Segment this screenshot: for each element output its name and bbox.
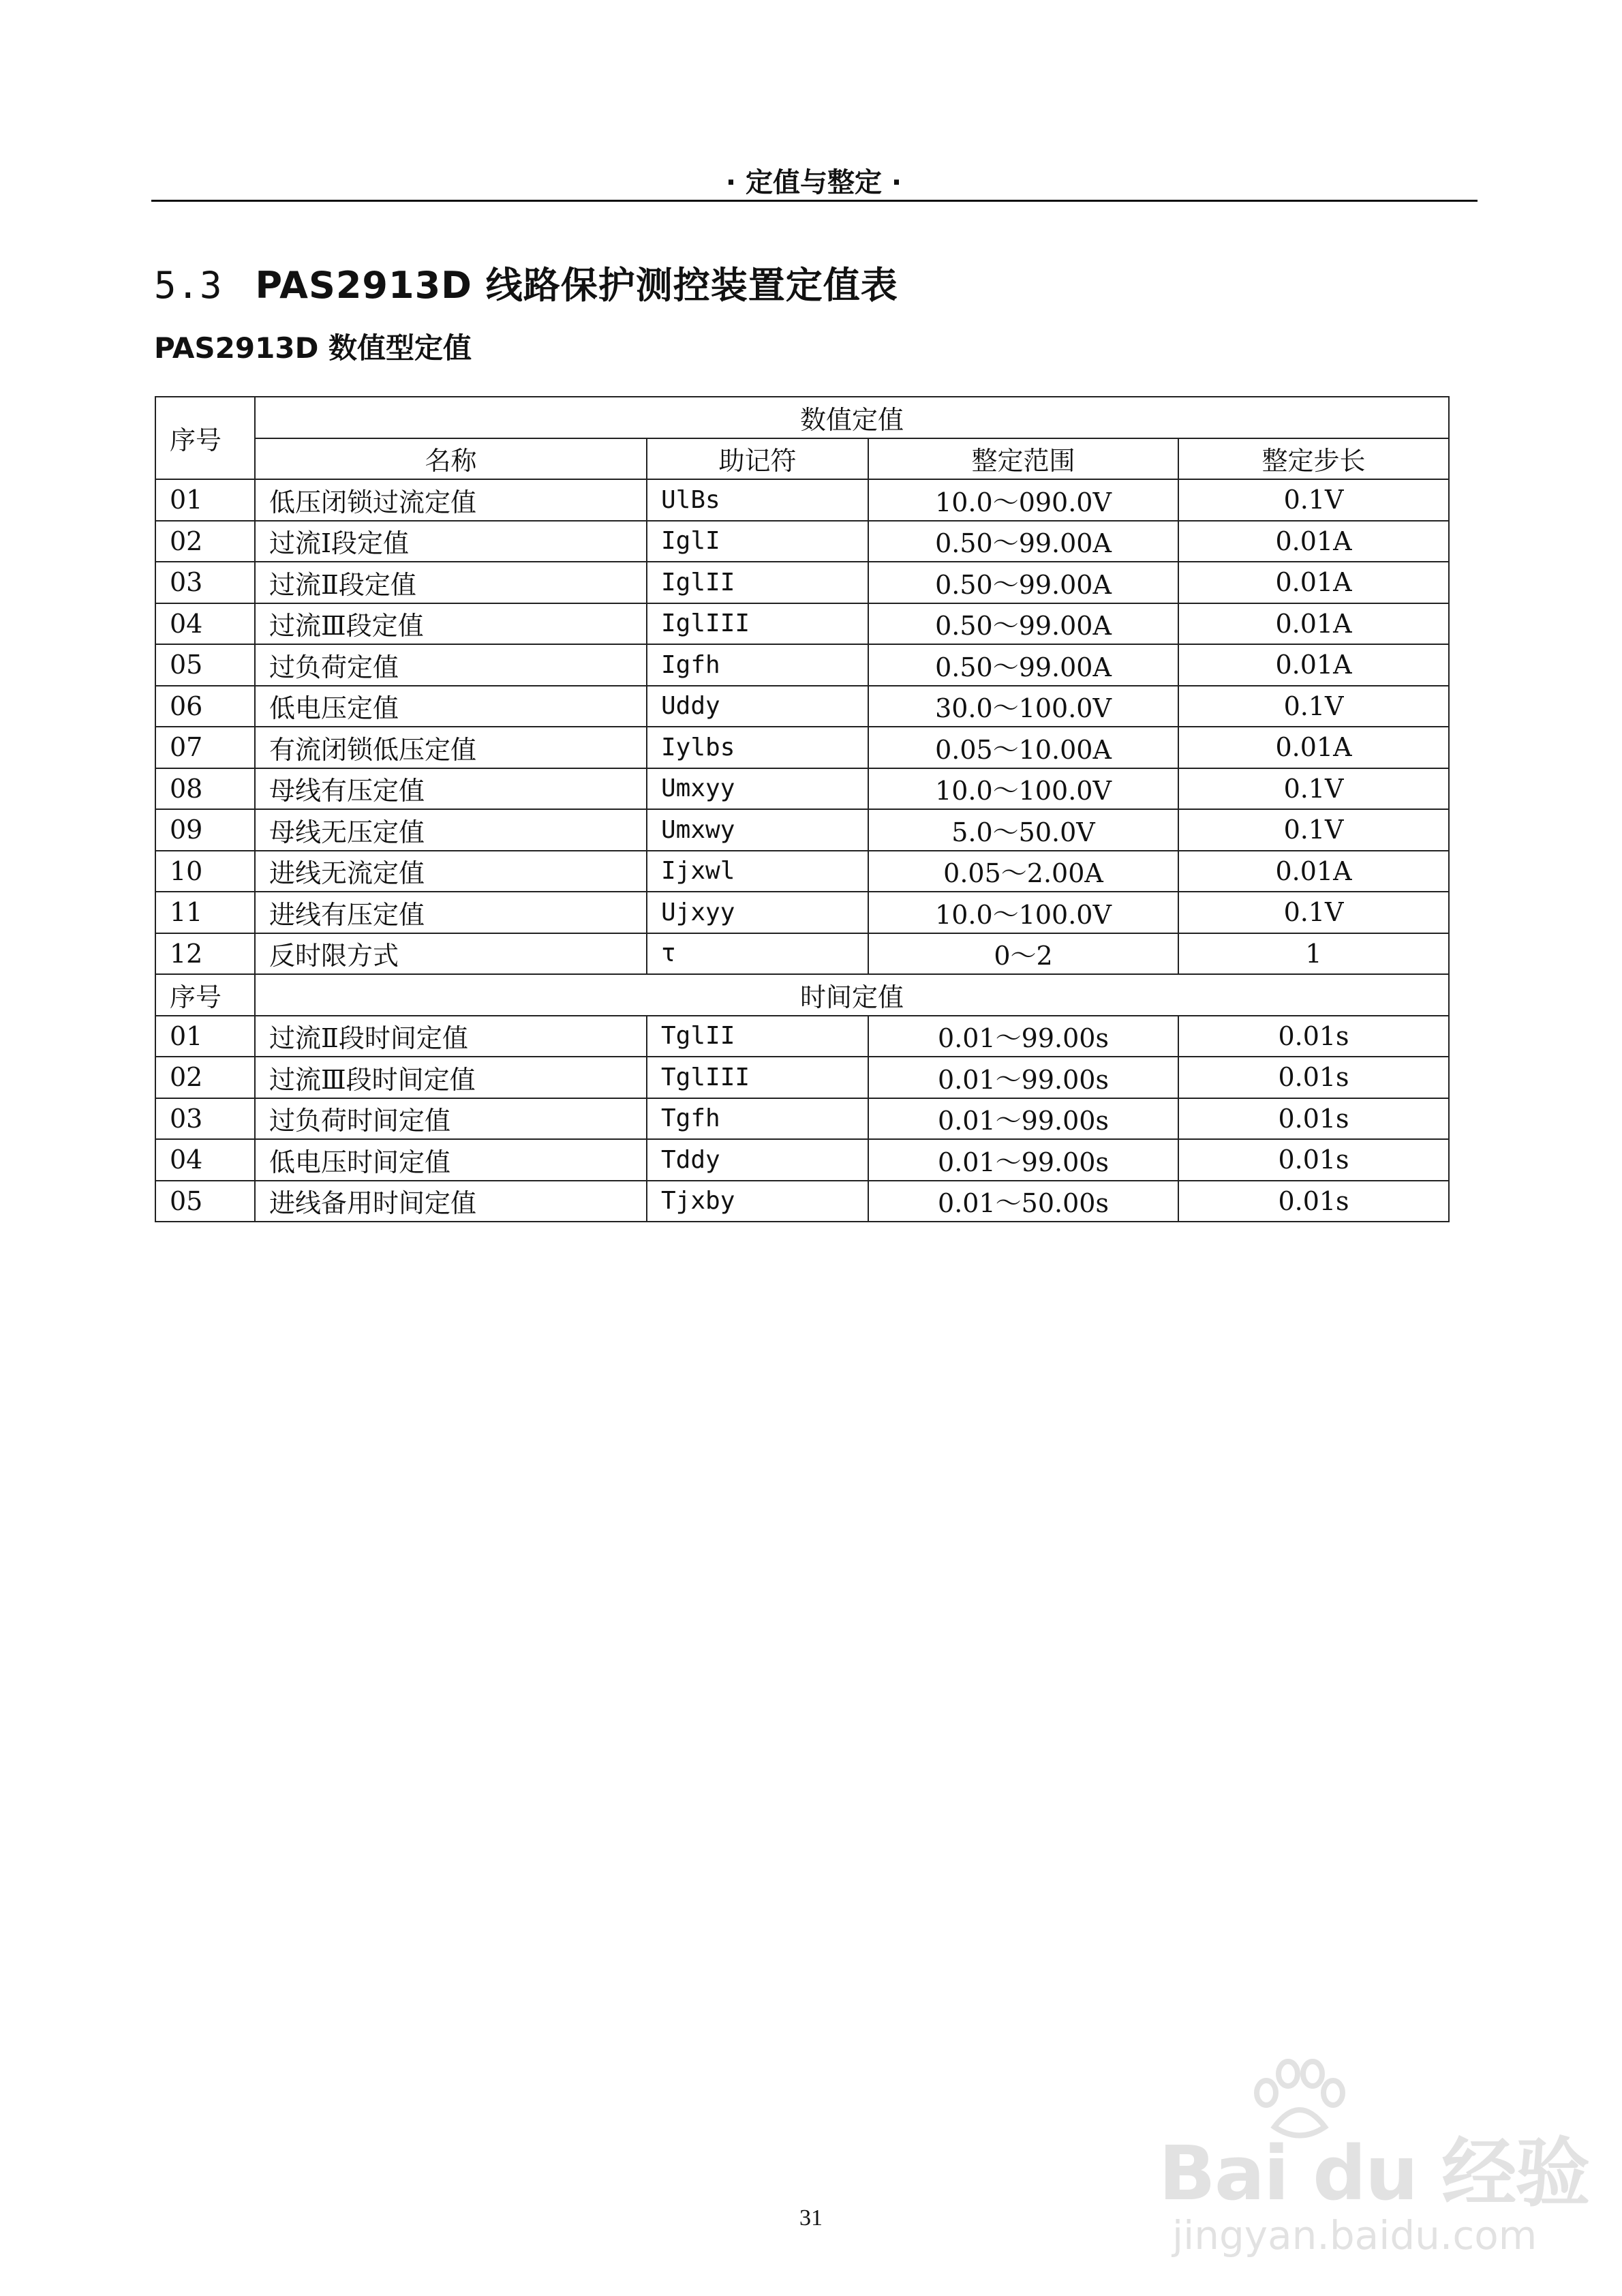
range-cell: 0.01～99.00s xyxy=(868,1016,1178,1057)
table-row xyxy=(155,1016,1449,1057)
step-cell: 0.1V xyxy=(1178,479,1449,521)
table-row xyxy=(155,768,1449,810)
name-cell: 反时限方式 xyxy=(255,933,647,975)
settings-table xyxy=(155,396,1450,1222)
range-cell: 0.50～99.00A xyxy=(868,521,1178,562)
seq-cell: 08 xyxy=(155,768,255,810)
range-cell: 0.50～99.00A xyxy=(868,562,1178,603)
watermark-brand: Bai du 经验 xyxy=(1159,2130,1589,2217)
step-cell: 0.1V xyxy=(1178,892,1449,933)
mnemonic-cell: Uddy xyxy=(647,686,868,727)
name-cell: 过负荷定值 xyxy=(255,644,647,686)
range-cell: 10.0～100.0V xyxy=(868,768,1178,810)
seq-cell: 07 xyxy=(155,727,255,768)
table-row xyxy=(155,809,1449,851)
table-row xyxy=(155,686,1449,727)
numeric-group-header: 数值定值 xyxy=(255,397,1449,438)
step-cell: 0.01A xyxy=(1178,603,1449,645)
table-row xyxy=(155,644,1449,686)
range-cell: 0.05～2.00A xyxy=(868,851,1178,892)
range-cell: 10.0～100.0V xyxy=(868,892,1178,933)
mnemonic-cell: IglII xyxy=(647,562,868,603)
table-row xyxy=(155,562,1449,603)
mnemonic-cell: Tddy xyxy=(647,1139,868,1181)
seq-header: 序号 xyxy=(155,397,255,479)
table-row xyxy=(155,1057,1449,1098)
seq-header: 序号 xyxy=(155,974,255,1016)
table-row xyxy=(155,521,1449,562)
seq-cell: 12 xyxy=(155,933,255,975)
mnemonic-cell: Iylbs xyxy=(647,727,868,768)
baidu-jingyan-watermark xyxy=(1159,2059,1589,2263)
name-cell: 过流Ⅲ段定值 xyxy=(255,603,647,645)
watermark-url: jingyan.baidu.com xyxy=(1172,2212,1537,2259)
range-cell: 0.01～99.00s xyxy=(868,1057,1178,1098)
mnemonic-cell: Ijxwl xyxy=(647,851,868,892)
table-row xyxy=(155,1181,1449,1222)
step-cell: 0.01s xyxy=(1178,1139,1449,1181)
seq-cell: 06 xyxy=(155,686,255,727)
seq-cell: 04 xyxy=(155,603,255,645)
range-cell: 30.0～100.0V xyxy=(868,686,1178,727)
mnemonic-cell: τ xyxy=(647,933,868,975)
table-row xyxy=(155,851,1449,892)
running-header: · 定值与整定 · xyxy=(725,167,902,198)
range-cell: 10.0～090.0V xyxy=(868,479,1178,521)
section-title: PAS2913D 线路保护测控装置定值表 xyxy=(255,264,898,307)
table-row xyxy=(155,727,1449,768)
time-group-header-row xyxy=(155,974,1449,1016)
name-cell: 低电压定值 xyxy=(255,686,647,727)
mnemonic-cell: IglI xyxy=(647,521,868,562)
table-header-row xyxy=(155,397,1449,438)
table-row xyxy=(155,603,1449,645)
name-cell: 过流Ⅱ段时间定值 xyxy=(255,1016,647,1057)
seq-cell: 03 xyxy=(155,1098,255,1140)
step-cell: 0.1V xyxy=(1178,809,1449,851)
name-cell: 过负荷时间定值 xyxy=(255,1098,647,1140)
seq-cell: 03 xyxy=(155,562,255,603)
time-group-header: 时间定值 xyxy=(255,974,1449,1016)
mnemonic-cell: Umxyy xyxy=(647,768,868,810)
mnemonic-cell: TglII xyxy=(647,1016,868,1057)
table-row xyxy=(155,933,1449,975)
step-cell: 0.01s xyxy=(1178,1098,1449,1140)
seq-cell: 01 xyxy=(155,479,255,521)
name-cell: 进线无流定值 xyxy=(255,851,647,892)
range-cell: 0.50～99.00A xyxy=(868,603,1178,645)
table-row xyxy=(155,892,1449,933)
step-cell: 0.01A xyxy=(1178,562,1449,603)
mnemonic-cell: Tgfh xyxy=(647,1098,868,1140)
section-heading xyxy=(154,256,898,309)
page-number: 31 xyxy=(799,2205,823,2231)
step-cell: 0.01A xyxy=(1178,521,1449,562)
step-cell: 0.01s xyxy=(1178,1016,1449,1057)
range-cell: 0.01～99.00s xyxy=(868,1098,1178,1140)
step-cell: 0.1V xyxy=(1178,768,1449,810)
range-column-header: 整定范围 xyxy=(868,438,1178,480)
step-cell: 1 xyxy=(1178,933,1449,975)
mnemonic-cell: Umxwy xyxy=(647,809,868,851)
range-cell: 0～2 xyxy=(868,933,1178,975)
table-row xyxy=(155,479,1449,521)
name-cell: 过流Ⅰ段定值 xyxy=(255,521,647,562)
step-cell: 0.01s xyxy=(1178,1181,1449,1222)
step-cell: 0.1V xyxy=(1178,686,1449,727)
step-column-header: 整定步长 xyxy=(1178,438,1449,480)
name-cell: 过流Ⅲ段时间定值 xyxy=(255,1057,647,1098)
seq-cell: 05 xyxy=(155,1181,255,1222)
step-cell: 0.01A xyxy=(1178,727,1449,768)
mnemonic-cell: UlBs xyxy=(647,479,868,521)
name-cell: 进线有压定值 xyxy=(255,892,647,933)
seq-cell: 02 xyxy=(155,1057,255,1098)
step-cell: 0.01A xyxy=(1178,644,1449,686)
mnemonic-cell: TglIII xyxy=(647,1057,868,1098)
table-row xyxy=(155,1139,1449,1181)
mnemonic-cell: IglIII xyxy=(647,603,868,645)
mnemonic-column-header: 助记符 xyxy=(647,438,868,480)
name-cell: 低压闭锁过流定值 xyxy=(255,479,647,521)
header-divider xyxy=(151,200,1478,202)
name-cell: 过流Ⅱ段定值 xyxy=(255,562,647,603)
mnemonic-cell: Tjxby xyxy=(647,1181,868,1222)
section-number: 5.3 xyxy=(154,264,223,307)
range-cell: 5.0～50.0V xyxy=(868,809,1178,851)
range-cell: 0.01～99.00s xyxy=(868,1139,1178,1181)
seq-cell: 09 xyxy=(155,809,255,851)
seq-cell: 01 xyxy=(155,1016,255,1057)
mnemonic-cell: Igfh xyxy=(647,644,868,686)
table-subtitle: PAS2913D 数值型定值 xyxy=(154,331,472,365)
seq-cell: 02 xyxy=(155,521,255,562)
column-header-row xyxy=(155,438,1449,480)
range-cell: 0.01～50.00s xyxy=(868,1181,1178,1222)
step-cell: 0.01s xyxy=(1178,1057,1449,1098)
range-cell: 0.05～10.00A xyxy=(868,727,1178,768)
name-cell: 进线备用时间定值 xyxy=(255,1181,647,1222)
name-column-header: 名称 xyxy=(255,438,647,480)
seq-cell: 05 xyxy=(155,644,255,686)
seq-cell: 04 xyxy=(155,1139,255,1181)
name-cell: 母线有压定值 xyxy=(255,768,647,810)
name-cell: 有流闭锁低压定值 xyxy=(255,727,647,768)
table-row xyxy=(155,1098,1449,1140)
mnemonic-cell: Ujxyy xyxy=(647,892,868,933)
seq-cell: 11 xyxy=(155,892,255,933)
name-cell: 低电压时间定值 xyxy=(255,1139,647,1181)
name-cell: 母线无压定值 xyxy=(255,809,647,851)
seq-cell: 10 xyxy=(155,851,255,892)
range-cell: 0.50～99.00A xyxy=(868,644,1178,686)
step-cell: 0.01A xyxy=(1178,851,1449,892)
